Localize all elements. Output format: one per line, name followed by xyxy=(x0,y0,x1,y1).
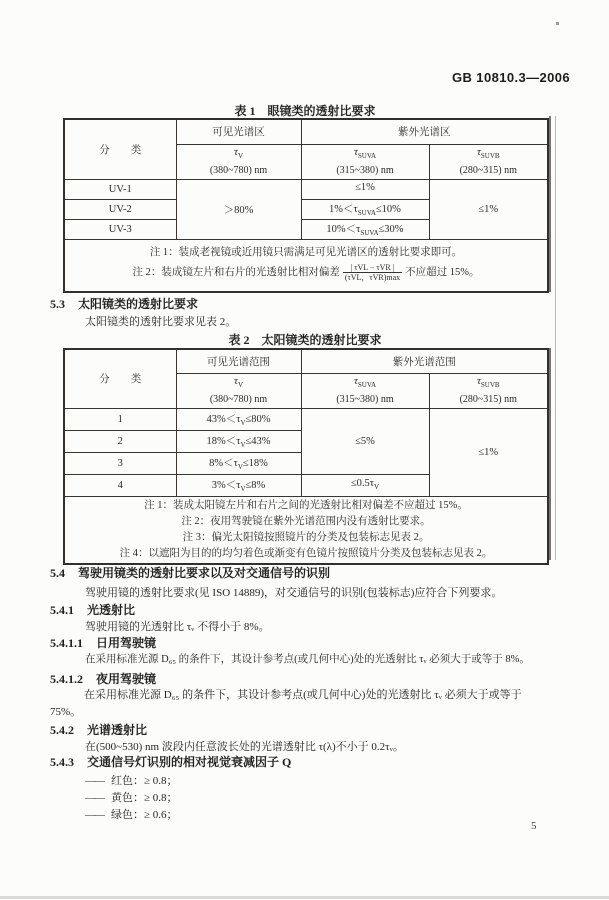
note-line: 注 2：装成镜左片和右片的光透射比相对偏差 $\frac{\text{| τVL − τVR |}}{\text{(τVL，τVR)max}}$ 不应超过 15%。 xyxy=(132,262,480,283)
scan-edge-line xyxy=(549,116,551,292)
table-row xyxy=(64,408,548,430)
tv-value-cell: $18\%<\tau_V\le 43\%$ xyxy=(176,430,301,452)
tau-suva-range: (315~380) nm xyxy=(336,164,394,176)
tau-suvb-symbol: $\tau_{SUVB}$ xyxy=(476,146,500,161)
table1-header-group-row xyxy=(64,119,548,144)
table-row xyxy=(64,179,548,199)
table1-visible-group-cell: 可见光谱区 xyxy=(176,119,301,144)
tv-value-cell: $3\%<\tau_V\le 8\%$ xyxy=(176,474,301,496)
table2-header-group-row xyxy=(64,349,548,373)
note-line: 注 4：以遮阳为目的的均匀着色或渐变有色镜片按照镜片分类及包装标志见表 2。 xyxy=(119,547,493,559)
section-body-5-4: 驾驶用镜的透射比要求(见 ISO 14889)，对交通信号的识别(包装标志)应符合下列要求。 xyxy=(85,587,503,599)
section-heading-5-4-3: 5.4.3 交通信号灯识别的相对视觉衰减因子 Q xyxy=(50,755,292,769)
tau-v-range: (380~780) nm xyxy=(209,393,268,405)
table1-notes-cell xyxy=(64,239,548,292)
scan-speck xyxy=(556,22,559,25)
note-line: 注 1：装成太阳镜左片和右片之间的光透射比相对偏差不应超过 15%。 xyxy=(144,499,468,511)
suvb-value-cell: ≤1% xyxy=(429,179,548,239)
note-line: 注 3：偏光太阳镜按照镜片的分类及包装标志见表 2。 xyxy=(182,531,430,543)
tau-v-range: (380~780) nm xyxy=(209,164,268,176)
table1-uv-group-cell: 紫外光谱区 xyxy=(301,119,548,144)
table1-caption: 表 1 眼镜类的透射比要求 xyxy=(234,104,376,118)
tau-suva-symbol: $\tau_{SUVA}$ xyxy=(353,146,377,161)
suva-value-cell: ≤5% xyxy=(301,408,429,474)
table1-notes-row xyxy=(64,239,548,292)
row-label-cell: 3 xyxy=(64,452,176,474)
scan-edge-line xyxy=(555,116,556,560)
table2-tau-suva-header-cell xyxy=(301,373,429,408)
section-heading-5-4: 5.4 驾驶用镜类的透射比要求以及对交通信号的识别 xyxy=(50,566,331,580)
row-label-cell: 2 xyxy=(64,430,176,452)
note-line: 注 2：夜用驾驶镜在紫外光谱范围内没有透射比要求。 xyxy=(181,515,431,527)
section-heading-5-3: 5.3 太阳镜类的透射比要求 xyxy=(50,297,199,311)
suva-value-cell: $10\%<\tau_{SUVA}\le 30\%$ xyxy=(301,219,429,239)
table2-uv-group-cell: 紫外光谱范围 xyxy=(301,349,548,373)
dash-rule: —— xyxy=(85,792,103,804)
scan-bottom-edge xyxy=(0,896,609,899)
table2-class-header-cell: 分 类 xyxy=(64,349,176,408)
tau-suva-symbol: $\tau_{SUVA}$ xyxy=(353,375,377,390)
tv-value-cell: $43\%<\tau_V\le 80\%$ xyxy=(176,408,301,430)
table2-tau-v-header-cell xyxy=(176,373,301,408)
tau-v-symbol: $\tau_V$ xyxy=(234,375,243,390)
tau-suva-range: (315~380) nm xyxy=(336,393,394,405)
signal-item-yellow: —— 黄色：≥ 0.8； xyxy=(85,792,178,804)
visible-value-cell: ＞80% xyxy=(176,179,301,239)
tau-suvb-symbol: $\tau_{SUVB}$ xyxy=(476,375,500,390)
suvb-value-cell: ≤1% xyxy=(429,408,548,496)
table1-class-header-cell: 分 类 xyxy=(64,119,176,179)
table2-notes-row xyxy=(64,496,548,564)
row-label-cell: UV-1 xyxy=(64,179,176,199)
tau-suvb-range: (280~315) nm xyxy=(459,164,517,176)
section-body-5-4-1: 驾驶用镜的光透射比 τᵥ 不得小于 8%。 xyxy=(85,621,270,633)
tau-v-symbol: $\tau_V$ xyxy=(234,146,243,161)
row-label-cell: 4 xyxy=(64,474,176,496)
section-heading-5-4-1-2: 5.4.1.2 夜用驾驶镜 xyxy=(50,672,157,686)
row-label-cell: 1 xyxy=(64,408,176,430)
note-line: 注 1：装成老视镜或近用镜只需满足可见光谱区的透射比要求即可。 xyxy=(149,247,463,259)
table2-transmittance-sunglasses xyxy=(63,348,549,565)
table2-visible-group-cell: 可见光谱范围 xyxy=(176,349,301,373)
row-label-cell: UV-2 xyxy=(64,199,176,219)
section-body-5-4-2: 在(500~530) nm 波段内任意波长处的光谱透射比 τ(λ)不小于 0.2τᵥ。 xyxy=(85,741,404,753)
table1-tau-suva-header-cell xyxy=(301,144,429,179)
deviation-formula: $\frac{\text{| τVL − τVR |}}{\text{(τVL，τVR)max}}$ xyxy=(344,262,401,283)
table2-tau-suvb-header-cell xyxy=(429,373,548,408)
tv-value-cell: $8\%<\tau_V\le 18\%$ xyxy=(176,452,301,474)
dash-rule: —— xyxy=(85,775,103,787)
section-body-5-4-1-1: 在采用标准光源 D₆₅ 的条件下，其设计参考点(或几何中心)处的光透射比 τᵥ 必须大于或等于 8%。 xyxy=(85,654,530,665)
tau-suvb-range: (280~315) nm xyxy=(459,393,517,405)
table2-notes-cell xyxy=(64,496,548,564)
row-label-cell: UV-3 xyxy=(64,219,176,239)
suva-value-cell: ≤1% xyxy=(301,179,429,199)
signal-item-red: —— 红色：≥ 0.8； xyxy=(85,775,178,787)
section-heading-5-4-1-1: 5.4.1.1 日用驾驶镜 xyxy=(50,636,157,650)
section-heading-5-4-1: 5.4.1 光透射比 xyxy=(50,603,136,617)
standard-number: GB 10810.3—2006 xyxy=(452,70,571,85)
table1-tau-v-header-cell xyxy=(176,144,301,179)
scan-edge-line xyxy=(549,348,551,560)
table1-tau-suvb-header-cell xyxy=(429,144,548,179)
suva-value-cell: $1\%<\tau_{SUVA}\le 10\%$ xyxy=(301,199,429,219)
suva-value-cell: $\le 0.5\tau_V$ xyxy=(301,474,429,496)
section-body-5-4-1-2: 在采用标准光源 D₆₅ 的条件下，其设计参考点(或几何中心)处的光透射比 τᵥ 必须大于或等于 75%。 xyxy=(50,689,522,718)
section-body-5-3: 太阳镜类的透射比要求见表 2。 xyxy=(85,316,237,328)
signal-item-green: —— 绿色：≥ 0.6； xyxy=(85,809,178,821)
dash-rule: —— xyxy=(85,809,103,821)
table2-caption: 表 2 太阳镜类的透射比要求 xyxy=(228,333,382,347)
section-heading-5-4-2: 5.4.2 光谱透射比 xyxy=(50,723,148,737)
table1-transmittance-spectacles xyxy=(63,118,549,293)
page-number: 5 xyxy=(531,820,537,832)
